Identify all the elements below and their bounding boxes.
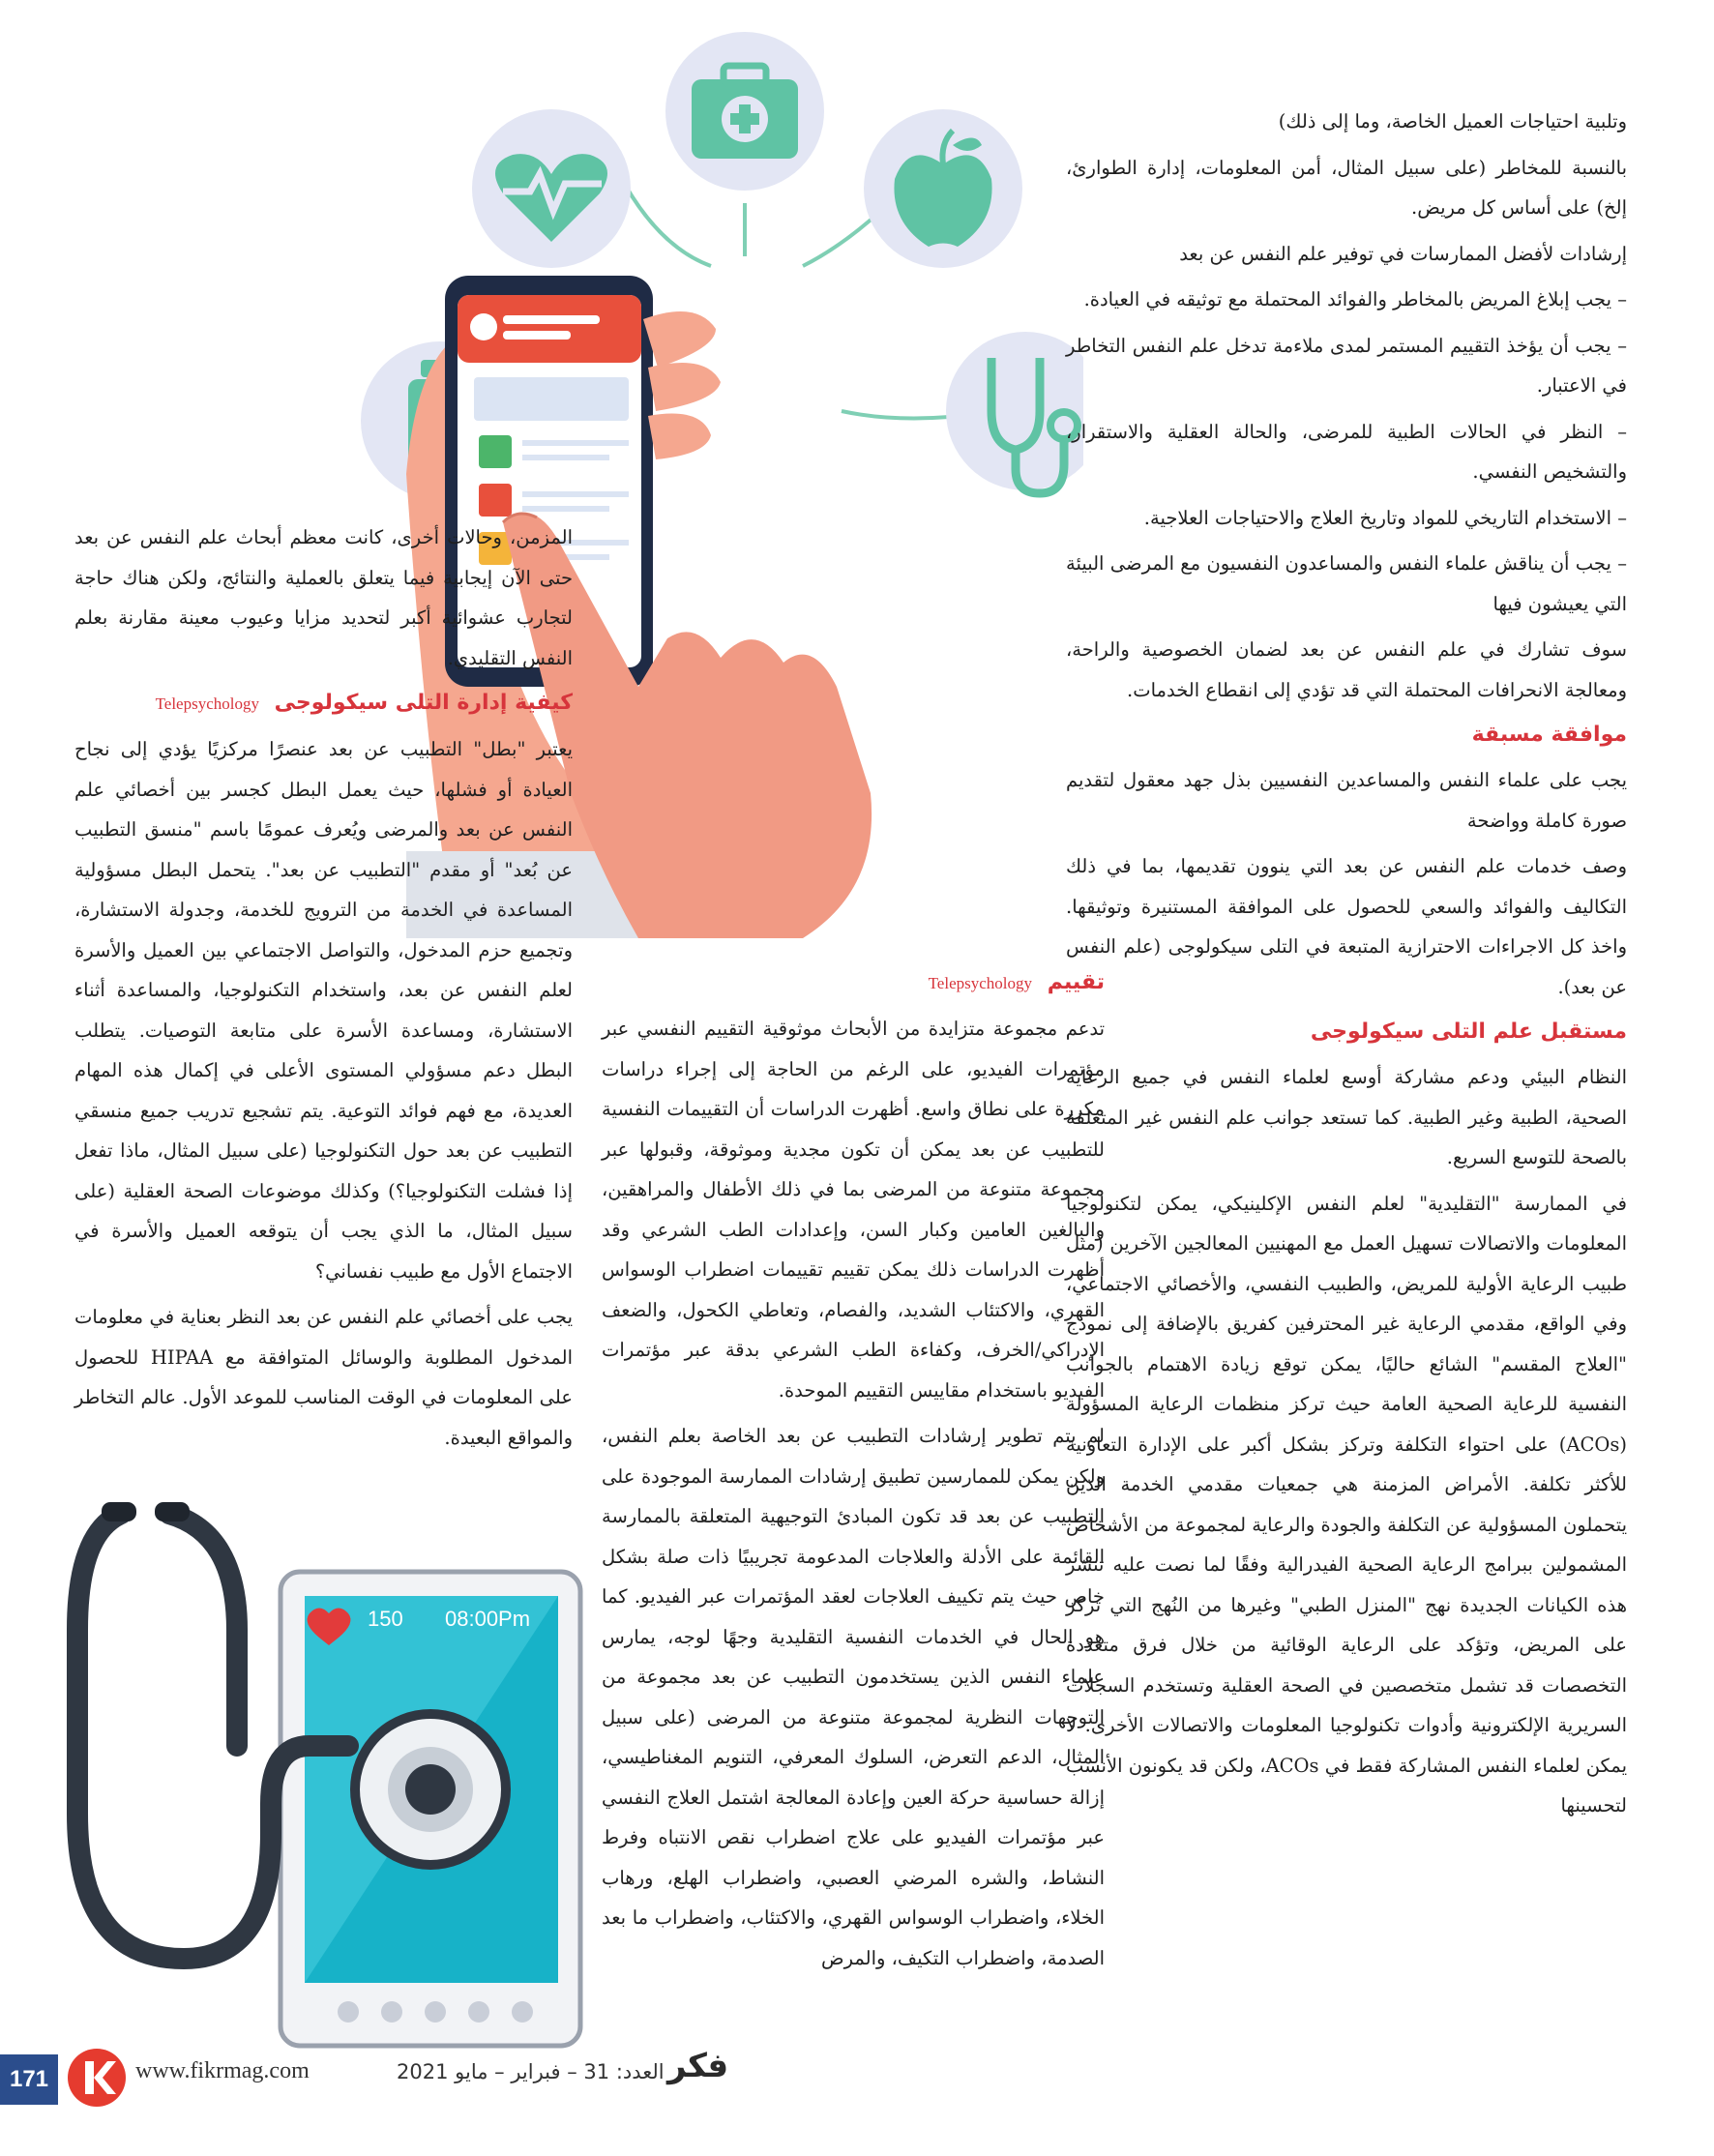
magazine-name: فكر	[667, 2047, 729, 2085]
heading-english: Telepsychology	[928, 974, 1033, 992]
heading-text: تقييم	[1047, 970, 1105, 994]
paragraph: يعتبر "بطل" التطبيب عن بعد عنصرًا مركزيًا يؤدي إلى نجاح العيادة أو فشلها، حيث يعمل البطل كجسر بين أخصائي علم النفس عن بعد والمرضى ويُعرف عمومًا باسم "منسق التطبيب عن بُعد" أو مقدم "التطبيب عن بعد". يتحمل البطل مسؤولية المساعدة في الخدمة من الترويج للخدمة، وجدولة الاستشارة، وتجميع حزم المدخول، والتواصل الاجتماعي بين العميل والأسرة لعلم النفس عن بعد، واستخدام التكنولوجيا، والمساعدة أثناء الاستشارة، ومساعدة الأسرة على متابعة التوصيات. يتطلب البطل دعم مسؤولي المستوى الأعلى في إكمال هذه المهام العديدة، مع فهم فوائد التوعية. يتم تشجيع تدريب جميع منسقي التطبيب عن بعد حول التكنولوجيا (على سبيل المثال، ماذا تفعل إذا فشلت التكنولوجيا؟) وكذلك موضوعات الصحة العقلية (على سبيل المثال، ما الذي يجب أن يتوقعه العميل والأسرة في الاجتماع الأول مع طبيب نفساني؟	[74, 738, 573, 1283]
first-aid-kit-icon	[665, 32, 824, 191]
paragraph: المزمن، وحالات أخرى، كانت معظم أبحاث علم النفس عن بعد حتى الآن إيجابية فيما يتعلق بالعملية والنتائج، ولكن هناك حاجة لتجارب عشوائية أكبر لتحديد مزايا وعيوب معينة مقارنة بعلم النفس التقليدي.	[74, 526, 573, 669]
heading-text: كيفية إدارة التلى سيكولوجى	[274, 691, 573, 715]
page-number: 171	[0, 2054, 58, 2105]
website-url[interactable]: www.fikrmag.com	[135, 2058, 310, 2083]
paragraph: بالنسبة للمخاطر (على سبيل المثال، أمن المعلومات، إدارة الطوارئ، إلخ) على أساس كل مريض.	[1066, 156, 1627, 219]
paragraph: يجب على أخصائي علم النفس عن بعد النظر بعناية في معلومات المدخول المطلوبة والوسائل المتوافقة مع HIPAA للحصول على المعلومات في الوقت المناسب للموعد الأول. عالم التخاطر والمواقع البعيدة.	[74, 1306, 573, 1449]
apple-icon	[864, 109, 1022, 268]
paragraph: النظام البيئي ودعم مشاركة أوسع لعلماء النفس في جميع الرعاية الصحية، الطبية وغير الطبية. كما تستعد جوانب علم النفس غير المتعلقة بالصحة للتوسع السريع.	[1066, 1066, 1627, 1168]
section-heading-evaluation	[602, 963, 1105, 1003]
paragraph: يجب على علماء النفس والمساعدين النفسيين بذل جهد معقول لتقديم صورة كاملة وواضحة	[1066, 769, 1627, 832]
bullet-item: – يجب أن يناقش علماء النفس والمساعدون النفسيون مع المرضى البيئة التي يعيشون فيها	[1066, 552, 1627, 615]
issue-info: العدد: 31 – فبراير – مايو 2021	[397, 2060, 665, 2083]
bullet-item: – الاستخدام التاريخي للمواد وتاريخ العلاج والاحتياجات العلاجية.	[1143, 506, 1627, 529]
paragraph: إرشادات لأفضل الممارسات في توفير علم النفس عن بعد	[1179, 242, 1627, 265]
bullet-item: – يجب أن يؤخذ التقييم المستمر لمدى ملاءمة تدخل علم النفس التخاطر في الاعتبار.	[1066, 334, 1627, 397]
tablet-clock: 08:00Pm	[445, 1607, 531, 1631]
bullet-item: – يجب إبلاغ المريض بالمخاطر والفوائد المحتملة مع توثيقه في العيادة.	[1083, 288, 1627, 310]
left-column	[74, 517, 573, 1463]
paragraph: وصف خدمات علم النفس عن بعد التي ينوون تقديمها، بما في ذلك التكاليف والفوائد والسعي للحصول على الموافقة المستنيرة وتوثيقها. واخذ كل الاجراءات الاحترازية المتبعة في التلى سيكولوجى (علم النفس عن بعد).	[1066, 855, 1627, 998]
section-heading-prior-consent: موافقة مسبقة	[1471, 723, 1627, 747]
section-heading-management	[74, 684, 573, 724]
heading-english: Telepsychology	[155, 694, 259, 713]
stethoscope-icon	[946, 332, 1083, 493]
paragraph: سوف تشارك في علم النفس عن بعد لضمان الخصوصية والراحة، ومعالجة الانحرافات المحتملة التي قد تؤدي إلى انقطاع الخدمات.	[1066, 638, 1627, 701]
magazine-k-logo-icon	[66, 2047, 128, 2109]
heartbeat-icon	[472, 109, 631, 268]
middle-column	[602, 958, 1105, 1984]
paragraph: في الممارسة "التقليدية" لعلم النفس الإكلينيكي، يمكن لتكنولوجيا المعلومات والاتصالات تسهيل العمل مع المهنيين المعالجين الآخرين (مثل طبيب الرعاية الأولية للمريض، والطبيب النفسي، والأخصائي الاجتماعي، وفي الواقع، مقدمي الرعاية غير المحترفين كفريق بالإضافة إلى نموذج "العلاج المقسم" الشائع حاليًا، يمكن توقع زيادة الاهتمام بالجوانب النفسية للرعاية الصحية العامة حيث تركز منظمات الرعاية المسؤولة (ACOs) على احتواء التكلفة وتركز بشكل أكبر على الإدارة التعاونية للأكثر تكلفة. الأمراض المزمنة هي جمعيات مقدمي الخدمة الذين يتحملون المسؤولية عن التكلفة والجودة والرعاية لمجموعة من الأشخاص المشمولين ببرامج الرعاية الصحية الفيدرالية وفقًا لما نصت عليه تنشر هذه الكيانات الجديدة نهج "المنزل الطبي" وغيرها من النُهج التي تركز على المريض، وتؤكد على الرعاية الوقائية من خلال فرق متعددة التخصصات قد تشمل متخصصين في الصحة العقلية وتستخدم السجلات السريرية الإلكترونية وأدوات تكنولوجيا المعلومات والاتصالات الأخرى. لا يمكن لعلماء النفس المشاركة فقط في ACOs، ولكن قد يكونون الأنسب لتحسينها	[1066, 1192, 1628, 1816]
section-heading-future: مستقبل علم التلى سيكولوجى	[1310, 1019, 1627, 1044]
paragraph: لم يتم تطوير إرشادات التطبيب عن بعد الخاصة بعلم النفس، ولكن يمكن للممارسين تطبيق إرشادات الممارسة الموجودة على التطبيب عن بعد قد تكون المبادئ التوجيهية المتعلقة بالممارسة القائمة على الأدلة والعلاجات المدعومة تجريبيًا ذات صلة بشكل خاص حيث يتم تكييف العلاجات لعقد المؤتمرات عبر الفيديو. كما هو الحال في الخدمات النفسية التقليدية وجهًا لوجه، يمارس علماء النفس الذين يستخدمون التطبيب عن بعد مجموعة من التوجهات النظرية لمجموعة متنوعة من المرضى (على سبيل المثال، الدعم التعرض، السلوك المعرفي، التنويم المغناطيسي، إزالة حساسية حركة العين وإعادة المعالجة اشتمل العلاج النفسي عبر مؤتمرات الفيديو على علاج اضطراب نقص الانتباه وفرط النشاط، والشره المرضي العصبي، واضطراب الهلع، ورهاب الخلاء، واضطراب الوسواس القهري، والاكتئاب، واضطراب ما بعد الصدمة، واضطراب التكيف، والمرض	[602, 1425, 1105, 1969]
paragraph: تدعم مجموعة متزايدة من الأبحاث موثوقية التقييم النفسي عبر مؤتمرات الفيديو، على الرغم من الحاجة إلى إجراء دراسات مكررة على نطاق واسع. أظهرت الدراسات أن التقييمات النفسية للتطبيب عن بعد يمكن أن تكون مجدية وموثوقة، وقبولها عبر مجموعة متنوعة من المرضى بما في ذلك الأطفال والمراهقين، والبالغين العامين وكبار السن، وإعدادات الطب الشرعي وقد أظهرت الدراسات ذلك يمكن تقييم تقييمات اضطراب الوسواس القهري، والاكتئاب الشديد، والفصام، وتعاطي الكحول، والضعف الإدراكي/الخرف، وكفاءة الطب الشرعي بدقة عبر مؤتمرات الفيديو باستخدام مقاييس التقييم الموحدة.	[602, 1018, 1105, 1402]
tablet-heart-rate: 150	[368, 1607, 403, 1631]
bullet-item: – النظر في الحالات الطبية للمرضى، والحالة العقلية والاستقرار، والتشخيص النفسي.	[1066, 420, 1627, 483]
tablet-stethoscope-illustration	[58, 1494, 600, 2055]
right-column	[1066, 102, 1627, 1832]
paragraph: وتلبية احتياجات العميل الخاصة، وما إلى ذلك)	[1278, 110, 1627, 133]
